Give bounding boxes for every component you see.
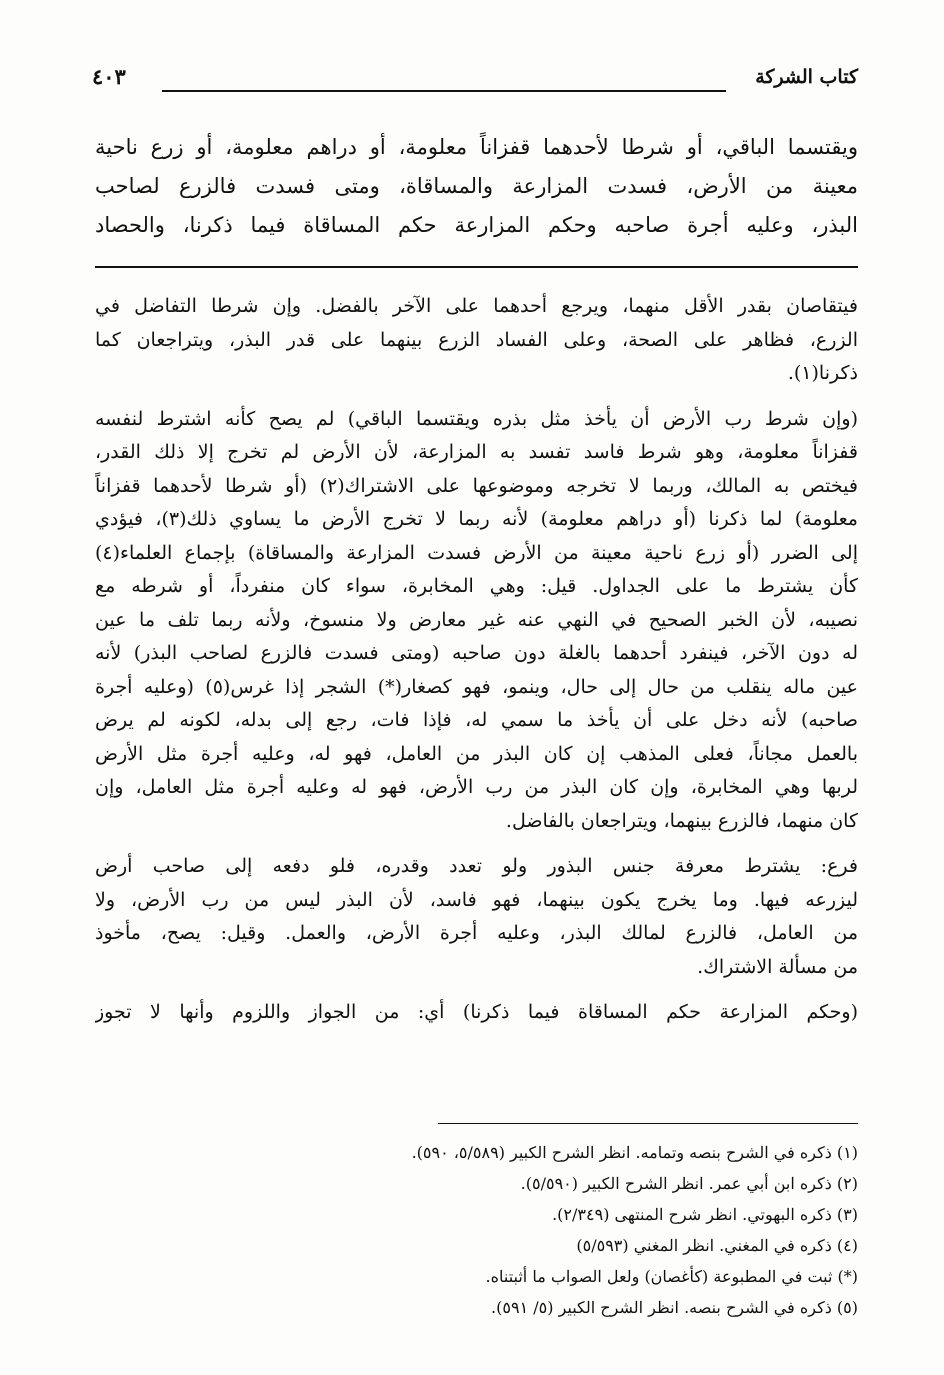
sharh-line: فيختص به المالك، وربما لا تخرجه وموضوعها على الاشتراك(٢) (أو شرطا لأحدهما قفزاناً [95,474,858,497]
paragraph-gap [95,984,858,996]
sharh-line: ذكرنا(١). [787,362,858,384]
matn-line: معينة من الأرض، فسدت المزارعة والمساقاة، ومتى فسدت فالزرع لصاحب [95,174,858,198]
paragraph-gap [95,838,858,850]
sharh-line: (وحكم المزارعة حكم المساقاة فيما ذكرنا) أي: من الجواز واللزوم وأنها لا تجوز [95,1001,858,1023]
sharh-line: صاحبه) لأنه دخل على أن يأخذ ما سمي له، فإذا فات، رجع إلى بدله، لكونه لم يرض [95,709,858,731]
footnote: (٤) ذكره في المغني. انظر المغني (٥/٥٩٣) [576,1236,858,1255]
sharh-line: (وإن شرط رب الأرض أن يأخذ مثل بذره ويقتسما الباقي) لم يصح كأنه اشترط لنفسه [95,407,858,430]
sharh-line: إلى الضرر (أو زرع ناحية معينة من الأرض فسدت المزارعة والمساقاة) بإجماع العلماء(٤) [95,541,858,564]
sharh-line: الزرع، فظاهر على الصحة، وعلى الفساد الزرع بينهما على قدر البذر، ويتراجعان كما [95,328,858,351]
footnote: (٣) ذكره البهوتي. انظر شرح المنتهى (٢/٣٤٩). [552,1205,858,1224]
footnote: (٢) ذكره ابن أبي عمر. انظر الشرح الكبير (٥/٥٩٠). [520,1174,858,1193]
page-header [92,62,858,102]
paragraph-gap [95,391,858,403]
page-number: ٤٠٣ [92,64,126,89]
footnote: (٥) ذكره في الشرح بنصه. انظر الشرح الكبير (٥/ ٥٩١). [491,1298,858,1317]
sharh-line: من العامل، فالزرع لمالك البذر، وعليه أجرة الأرض، والعمل. وقيل: يصح، مأخوذ [95,922,858,944]
sharh-line: من مسألة الاشتراك. [697,955,858,978]
running-title: كتاب الشركة [755,66,858,88]
footnote-separator-rule [438,1123,858,1124]
sharh-line: له دون الآخر، فينفرد أحدهما بالغلة دون صاحبه (ومتى فسدت فالزرع لصاحب البذر) لأنه [95,642,858,664]
sharh-line: كأن يشترط ما على الجداول. قيل: وهي المخابرة، سواء كان منفرداً، أو شرطه مع [95,575,858,597]
sharh-line: عين ماله ينقلب من حال إلى حال، وينمو، فهو كصغار(*) الشجر إذا غرس(٥) (وعليه أجرة [95,675,858,698]
sharh-line: كان منهما، فالزرع بينهما، ويتراجعان بالفاضل. [505,809,858,832]
matn-line: ويقتسما الباقي، أو شرطا لأحدهما قفزاناً معلومة، أو دراهم معلومة، أو زرع ناحية [95,135,858,159]
sharh-line: لربها وهي المخابرة، وإن كان البذر من رب الأرض، فهو له وعليه أجرة مثل العامل، وإن [95,776,858,798]
sharh-line: معلومة) لما ذكرنا (أو دراهم معلومة) لأنه ربما لا تخرج الأرض ما يساوي ذلك(٣)، فيؤدي [95,508,858,530]
footnote: (١) ذكره في الشرح بنصه وتمامه. انظر الشرح الكبير (٥/٥٨٩، ٥٩٠). [411,1143,858,1162]
matn-separator-rule [95,266,858,268]
sharh-line: بالعمل مجاناً، فعلى المذهب إن كان البذر من العامل، فهو له، وعليه أجرة مثل الأرض [95,742,858,765]
sharh-line: قفزاناً معلومة، وهو شرط فاسد تفسد به المزارعة، لأن الأرض لم تخرج إلا ذلك القدر، [95,441,858,463]
header-rule [162,90,726,92]
sharh-line: ليزرعه فيها. وما يخرج يكون بينهما، فهو فاسد، لأن البذر ليس من رب الأرض، ولا [95,888,858,911]
footnotes [95,1137,858,1323]
sharh-line: فيتقاصان بقدر الأقل منهما، ويرجع أحدهما على الآخر بالفضل. وإن شرطا التفاضل في [95,295,858,317]
sharh-commentary [95,290,858,1030]
matn-line: البذر، وعليه أجرة صاحبه وحكم المزارعة حكم المساقاة فيما ذكرنا، والحصاد [95,213,858,237]
footnote: (*) ثبت في المطبوعة (كأغصان) ولعل الصواب ما أثبتناه. [485,1267,858,1286]
matn-text [95,128,858,245]
sharh-line: نصيبه، لأن الخبر الصحيح في النهي عنه غير معارض ولا منسوخ، ولأنه ربما تلف ما عين [95,608,858,631]
sharh-line: فرع: يشترط معرفة جنس البذور ولو تعدد وقدره، فلو دفعه إلى صاحب أرض [95,855,858,877]
